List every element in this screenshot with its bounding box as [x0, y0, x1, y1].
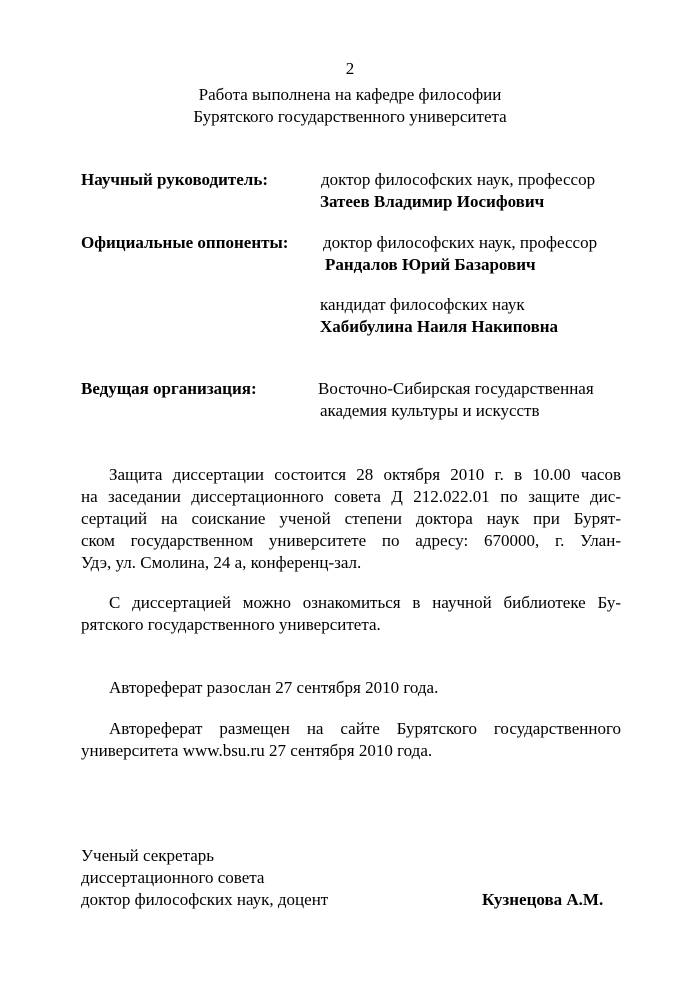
leading-org-line-2: академия культуры и искусств — [320, 401, 540, 420]
secretary-line-2: диссертационного совета — [81, 868, 265, 887]
leading-org-line-1: Восточно-Сибирская государственная — [318, 379, 594, 398]
defense-line-2: на заседании диссертационного совета Д 212.022.01 по защите дис- — [81, 487, 621, 506]
posted-line-2: университета www.bsu.ru 27 сентября 2010 года. — [81, 741, 433, 760]
secretary-line-1: Ученый секретарь — [81, 846, 215, 865]
defense-line-1: Защита диссертации состоится 28 октября 2010 г. в 10.00 часов — [109, 465, 621, 484]
supervisor-title: доктор философских наук, профессор — [321, 170, 596, 189]
header-line-2: Бурятского государственного университета — [193, 107, 507, 126]
supervisor-label: Научный руководитель: — [81, 170, 268, 189]
sent-notice: Автореферат разослан 27 сентября 2010 года. — [109, 678, 439, 697]
secretary-line-3: доктор философских наук, доцент — [81, 890, 329, 909]
library-line-2: рятского государственного университета. — [81, 615, 381, 634]
opponent-1-name: Рандалов Юрий Базарович — [325, 255, 536, 274]
library-line-1: С диссертацией можно ознакомиться в научной библиотеке Бу- — [109, 593, 621, 612]
opponent-2-name: Хабибулина Наиля Накиповна — [320, 317, 559, 336]
page-number: 2 — [345, 59, 355, 78]
opponent-1-title: доктор философских наук, профессор — [323, 233, 598, 252]
defense-line-4: ском государственном университете по адресу: 670000, г. Улан- — [81, 531, 621, 550]
posted-line-1: Автореферат размещен на сайте Бурятского государственного — [109, 719, 621, 738]
header-line-1: Работа выполнена на кафедре философии — [198, 85, 502, 104]
defense-line-3: сертаций на соискание ученой степени доктора наук при Бурят- — [81, 509, 621, 528]
opponents-label: Официальные оппоненты: — [81, 233, 289, 252]
defense-line-5: Удэ, ул. Смолина, 24 а, конференц-зал. — [81, 553, 362, 572]
secretary-name: Кузнецова А.М. — [482, 890, 604, 909]
opponent-2-title: кандидат философских наук — [320, 295, 525, 314]
leading-org-label: Ведущая организация: — [81, 379, 257, 398]
supervisor-name: Затеев Владимир Иосифович — [320, 192, 545, 211]
